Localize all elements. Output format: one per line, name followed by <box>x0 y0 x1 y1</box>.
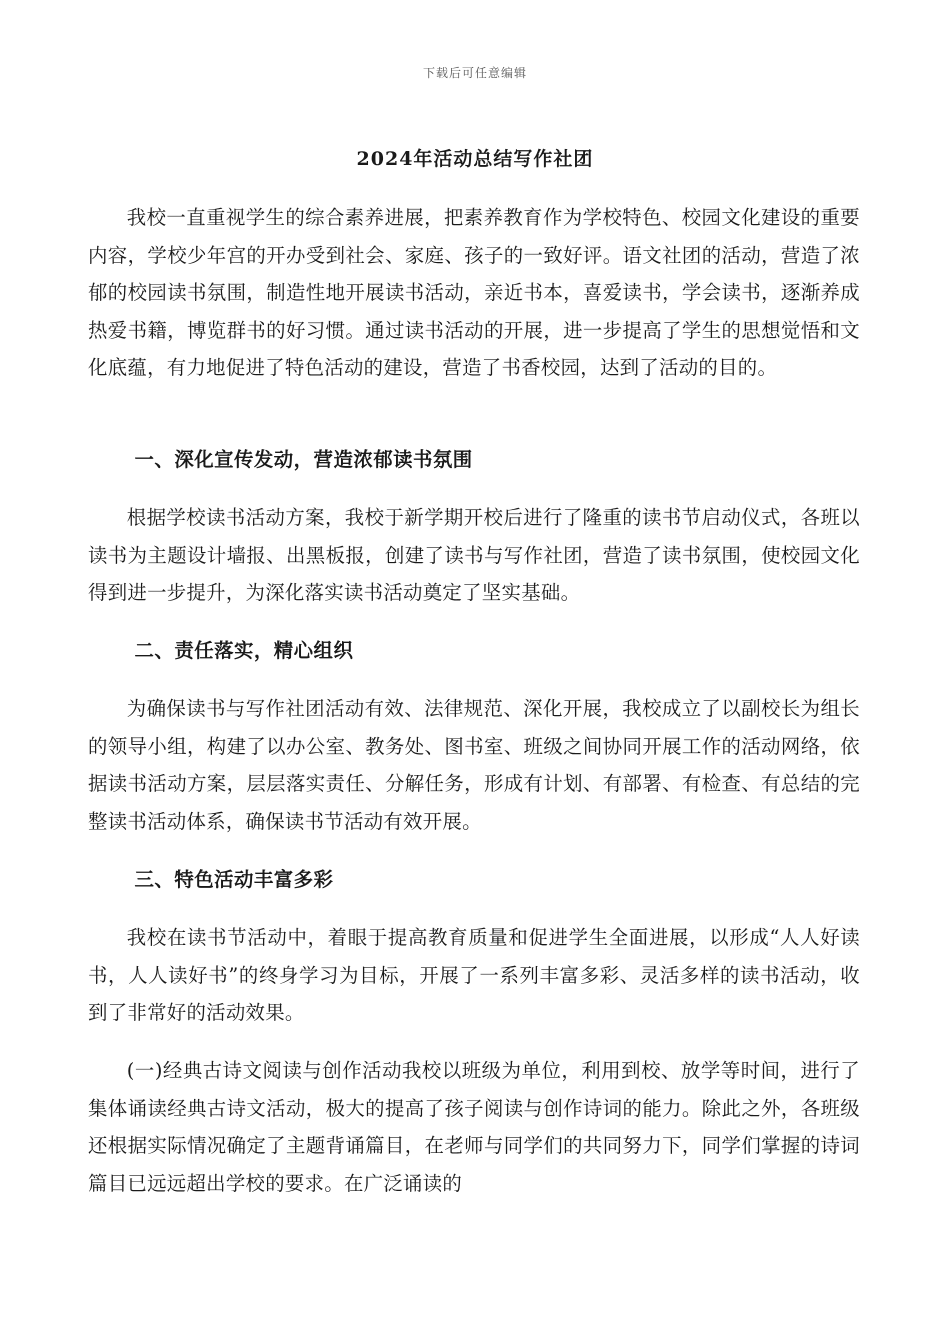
section-1-paragraph-1: 根据学校读书活动方案，我校于新学期开校后进行了隆重的读书节启动仪式，各班以读书为主题设计墙报、出黑板报，创建了读书与写作社团，营造了读书氛围，使校园文化得到进一步提升，为深化落实读书活动奠定了坚实基础。 <box>88 506 860 604</box>
section-2-heading-block <box>88 632 860 670</box>
section-3-paragraph-1: 我校在读书节活动中，着眼于提高教育质量和促进学生全面进展，以形成“人人好读书，人人读好书”的终身学习为目标，开展了一系列丰富多彩、灵活多样的读书活动，收到了非常好的活动效果。 <box>88 926 860 1024</box>
section-3-heading: 三、特色活动丰富多彩 <box>134 868 334 891</box>
intro-paragraph: 我校一直重视学生的综合素养进展，把素养教育作为学校特色、校园文化建设的重要内容，学校少年宫的开办受到社会、家庭、孩子的一致好评。语文社团的活动，营造了浓郁的校园读书氛围，制造性地开展读书活动，亲近书本，喜爱读书，学会读书，逐渐养成热爱书籍，博览群书的好习惯。通过读书活动的开展，进一步提高了学生的思想觉悟和文化底蕴，有力地促进了特色活动的建设，营造了书香校园，达到了活动的目的。 <box>88 206 860 379</box>
section-3-body-1 <box>88 919 860 1032</box>
section-3-body-2 <box>88 1052 860 1202</box>
intro-paragraph-block <box>88 199 860 387</box>
section-1-heading-block <box>88 441 860 479</box>
document-title: 2024年活动总结写作社团 <box>356 148 594 170</box>
section-1-heading: 一、深化宣传发动，营造浓郁读书氛围 <box>134 448 473 471</box>
section-2-heading: 二、责任落实，精心组织 <box>134 639 354 662</box>
section-2-paragraph-1: 为确保读书与写作社团活动有效、法律规范、深化开展，我校成立了以副校长为组长的领导小组，构建了以办公室、教务处、图书室、班级之间协同开展工作的活动网络，依据读书活动方案，层层落实责任、分解任务，形成有计划、有部署、有检查、有总结的完整读书活动体系，确保读书节活动有效开展。 <box>88 697 860 833</box>
section-1-body <box>88 499 860 612</box>
section-3-paragraph-2: (一)经典古诗文阅读与创作活动我校以班级为单位，利用到校、放学等时间，进行了集体诵读经典古诗文活动，极大的提高了孩子阅读与创作诗词的能力。除此之外，各班级还根据实际情况确定了主题背诵篇目，在老师与同学们的共同努力下，同学们掌握的诗词篇目已远远超出学校的要求。在广泛诵读的 <box>88 1059 860 1195</box>
section-3-heading-block <box>88 861 860 899</box>
section-2-body <box>88 690 860 840</box>
page-header: 下载后可任意编辑 <box>422 66 527 80</box>
